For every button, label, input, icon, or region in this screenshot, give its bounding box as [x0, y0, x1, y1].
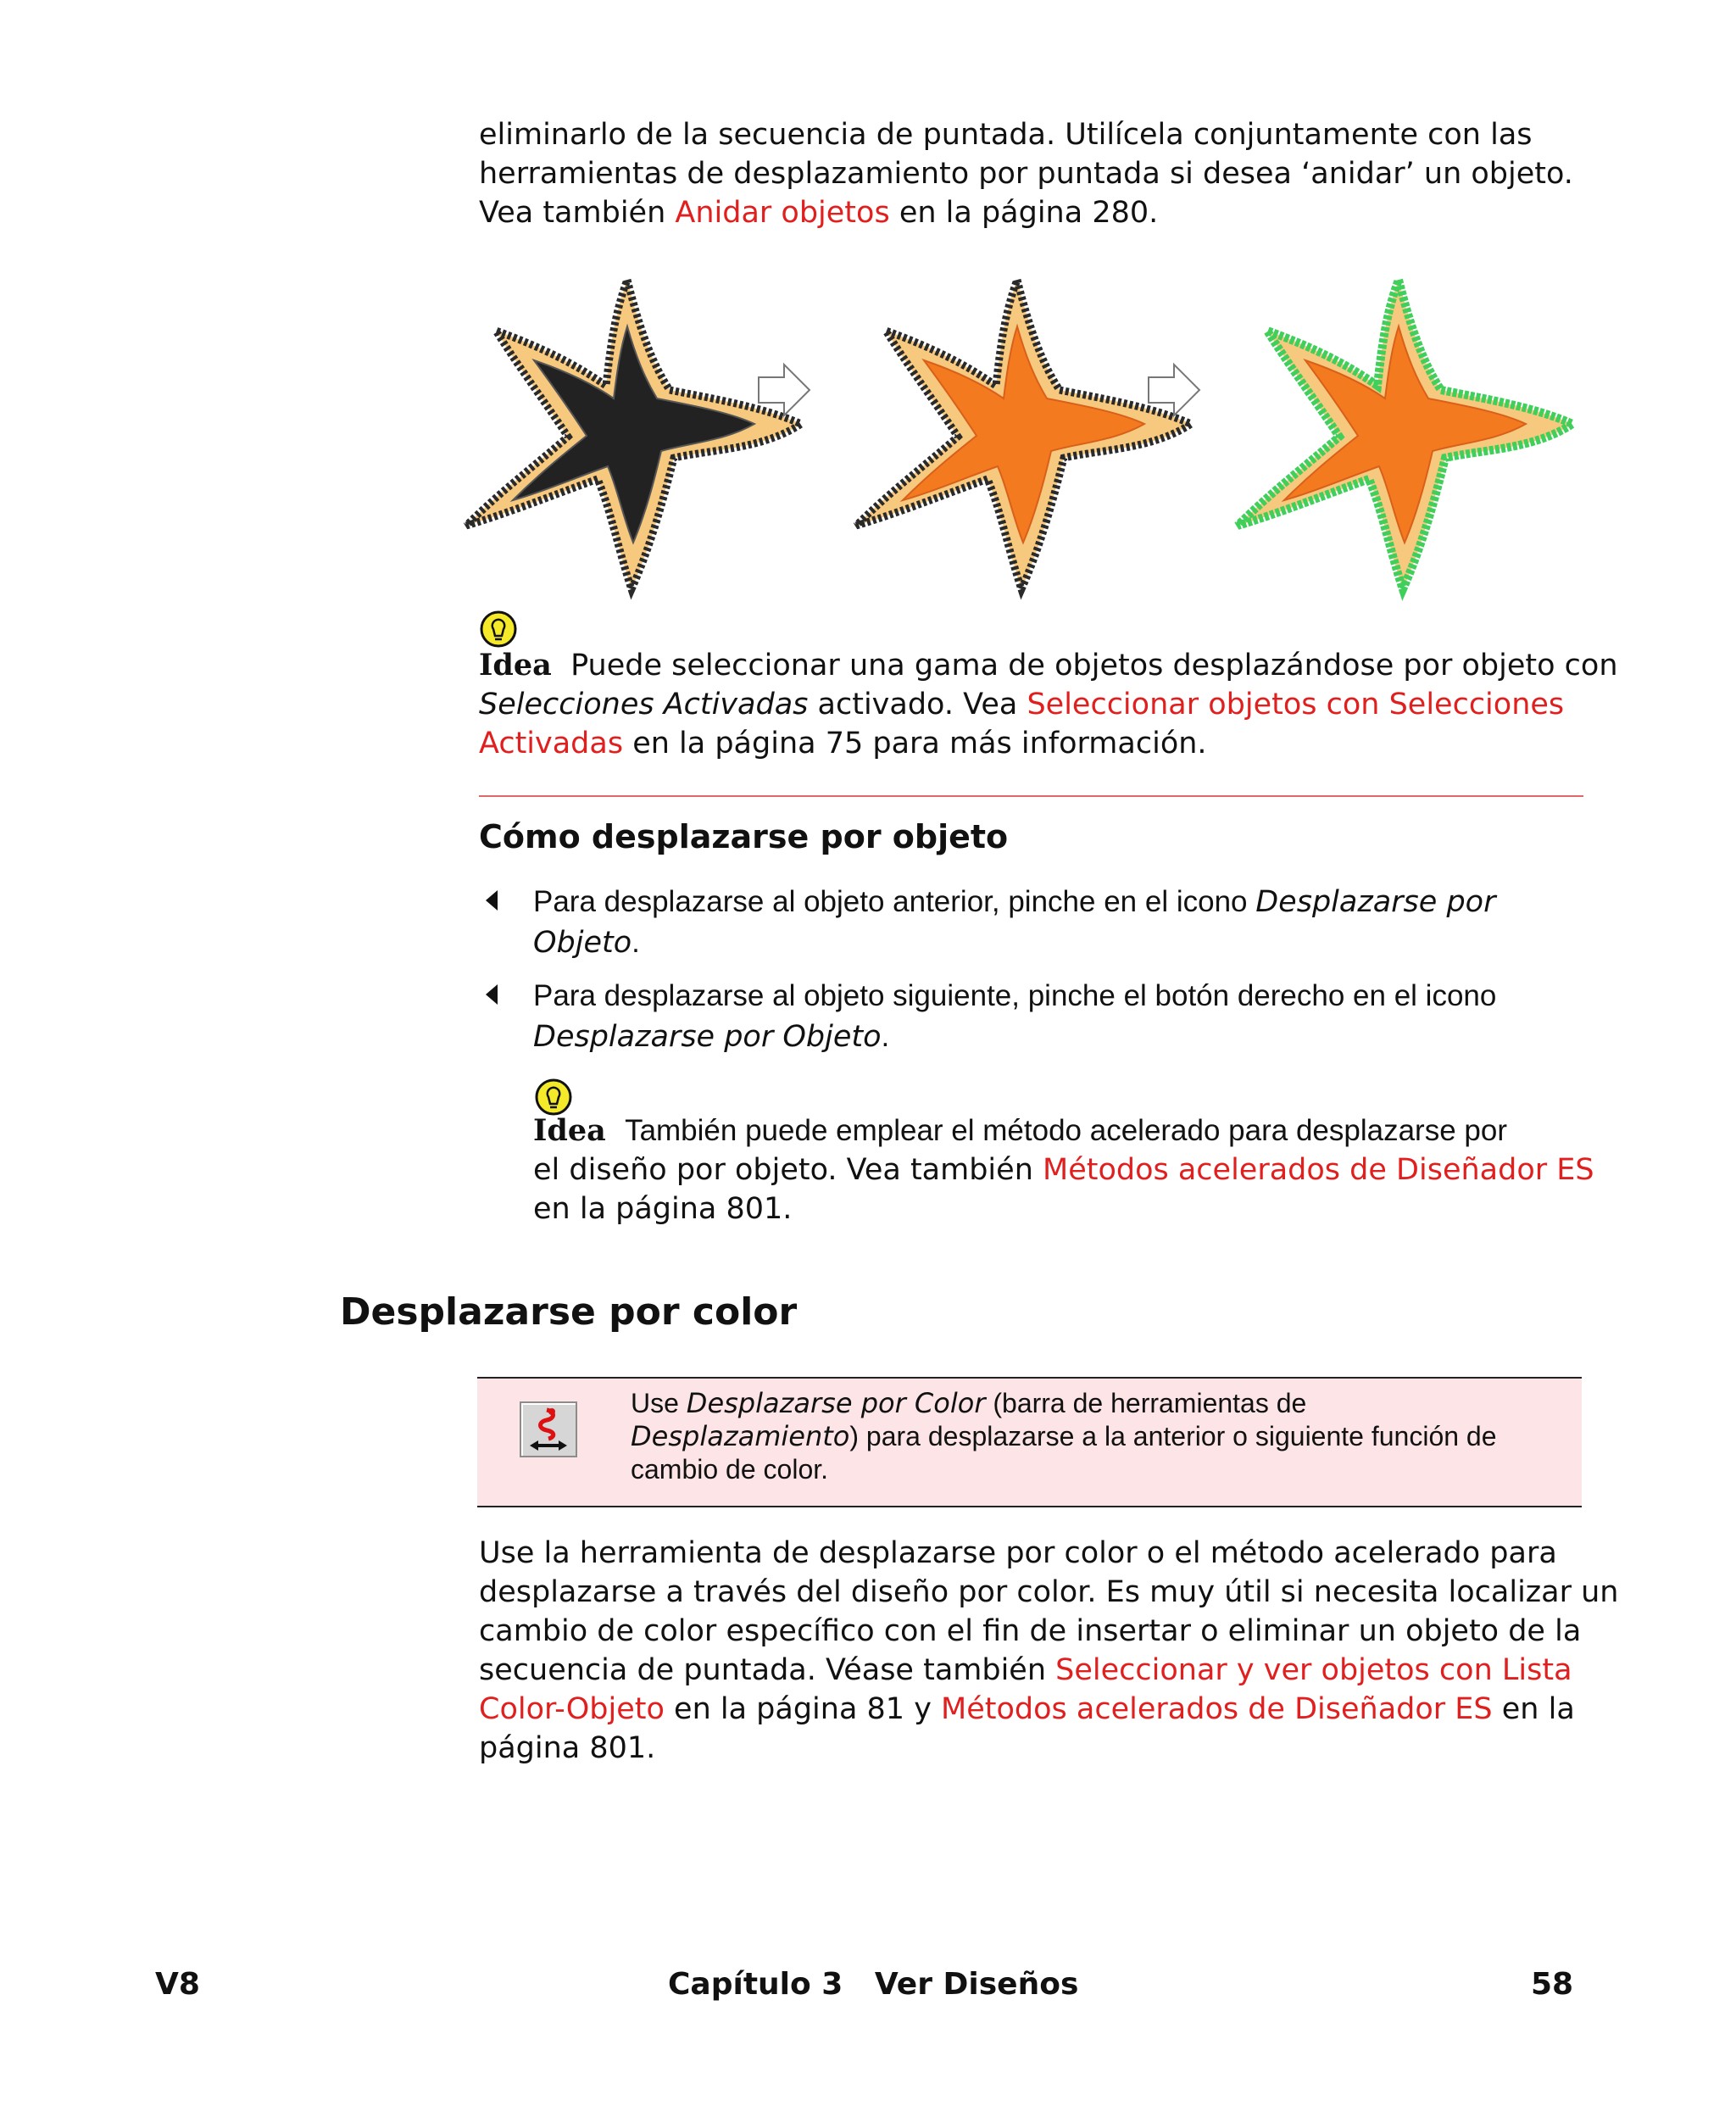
footer-version: V8 [155, 1967, 200, 2002]
bullet-arrow-icon [486, 984, 498, 1005]
intro-line-3: Vea también Anidar objetos en la página 280. [479, 196, 1159, 230]
tip2-line-2: el diseño por objeto. Vea también Métodos acelerados de Diseñador ES [533, 1153, 1594, 1187]
starfish-orange-stage [856, 280, 1191, 589]
tip2-line-1: Idea También puede emplear el método acelerado para desplazarse por [533, 1113, 1507, 1148]
tip-label: Idea [479, 648, 552, 682]
color-body-line-6: página 801. [479, 1731, 656, 1765]
tip1-line-1: Idea Puede seleccionar una gama de objetos desplazándose por objeto con [479, 648, 1618, 682]
lightbulb-icon [480, 610, 517, 648]
color-body-line-2: desplazarse a través del diseño por color. Es muy útil si necesita localizar un [479, 1575, 1619, 1609]
link-anidar-objetos[interactable]: Anidar objetos [675, 196, 890, 230]
bullet-arrow-icon [486, 890, 498, 911]
color-body-line-3: cambio de color específico con el fin de insertar o eliminar un objeto de la [479, 1614, 1582, 1648]
color-body-line-1: Use la herramienta de desplazarse por color o el método acelerado para [479, 1536, 1557, 1570]
starfish-black-stage [466, 280, 801, 589]
color-step-icon[interactable] [520, 1401, 577, 1457]
footer-chapter: Capítulo 3 Ver Diseños [668, 1967, 1079, 2002]
color-body-line-4: secuencia de puntada. Véase también Seleccionar y ver objetos con Lista [479, 1653, 1572, 1687]
color-body-line-5: Color-Objeto en la página 81 y Métodos acelerados de Diseñador ES en la [479, 1692, 1575, 1726]
intro-line-1: eliminarlo de la secuencia de puntada. Utilícela conjuntamente con las [479, 118, 1533, 152]
heading-como-desplazarse-por-objeto: Cómo desplazarse por objeto [479, 818, 1009, 855]
link-metodos-acelerados-2[interactable]: Métodos acelerados de Diseñador ES [941, 1692, 1493, 1726]
tool-description: Use Desplazarse por Color (barra de herramientas de Desplazamiento) para desplazarse a la anterior o siguiente función de cambio de color. [631, 1387, 1497, 1485]
tip-label: Idea [533, 1113, 606, 1148]
link-color-objeto[interactable]: Color-Objeto [479, 1692, 665, 1726]
heading-desplazarse-por-color: Desplazarse por color [340, 1290, 798, 1334]
toolbar-tool-callout [477, 1377, 1582, 1507]
starfish-sequence-illustration [453, 263, 1589, 602]
section-divider [479, 795, 1583, 797]
tip1-line-2: Selecciones Activadas activado. Vea Seleccionar objetos con Selecciones [479, 688, 1565, 721]
link-metodos-acelerados[interactable]: Métodos acelerados de Diseñador ES [1043, 1153, 1594, 1187]
link-seleccionar-y-ver-objetos[interactable]: Seleccionar y ver objetos con Lista [1055, 1653, 1572, 1687]
intro-line-2: herramientas de desplazamiento por puntada si desea ‘anidar’ un objeto. [479, 157, 1573, 191]
footer-page-number: 58 [1531, 1967, 1574, 2002]
link-activadas[interactable]: Activadas [479, 727, 624, 760]
starfish-green-stage [1238, 280, 1572, 589]
lightbulb-icon [535, 1078, 572, 1116]
link-seleccionar-objetos[interactable]: Seleccionar objetos con Selecciones [1027, 688, 1565, 721]
tip1-line-3: Activadas en la página 75 para más información. [479, 727, 1207, 760]
tip2-line-3: en la página 801. [533, 1192, 793, 1226]
